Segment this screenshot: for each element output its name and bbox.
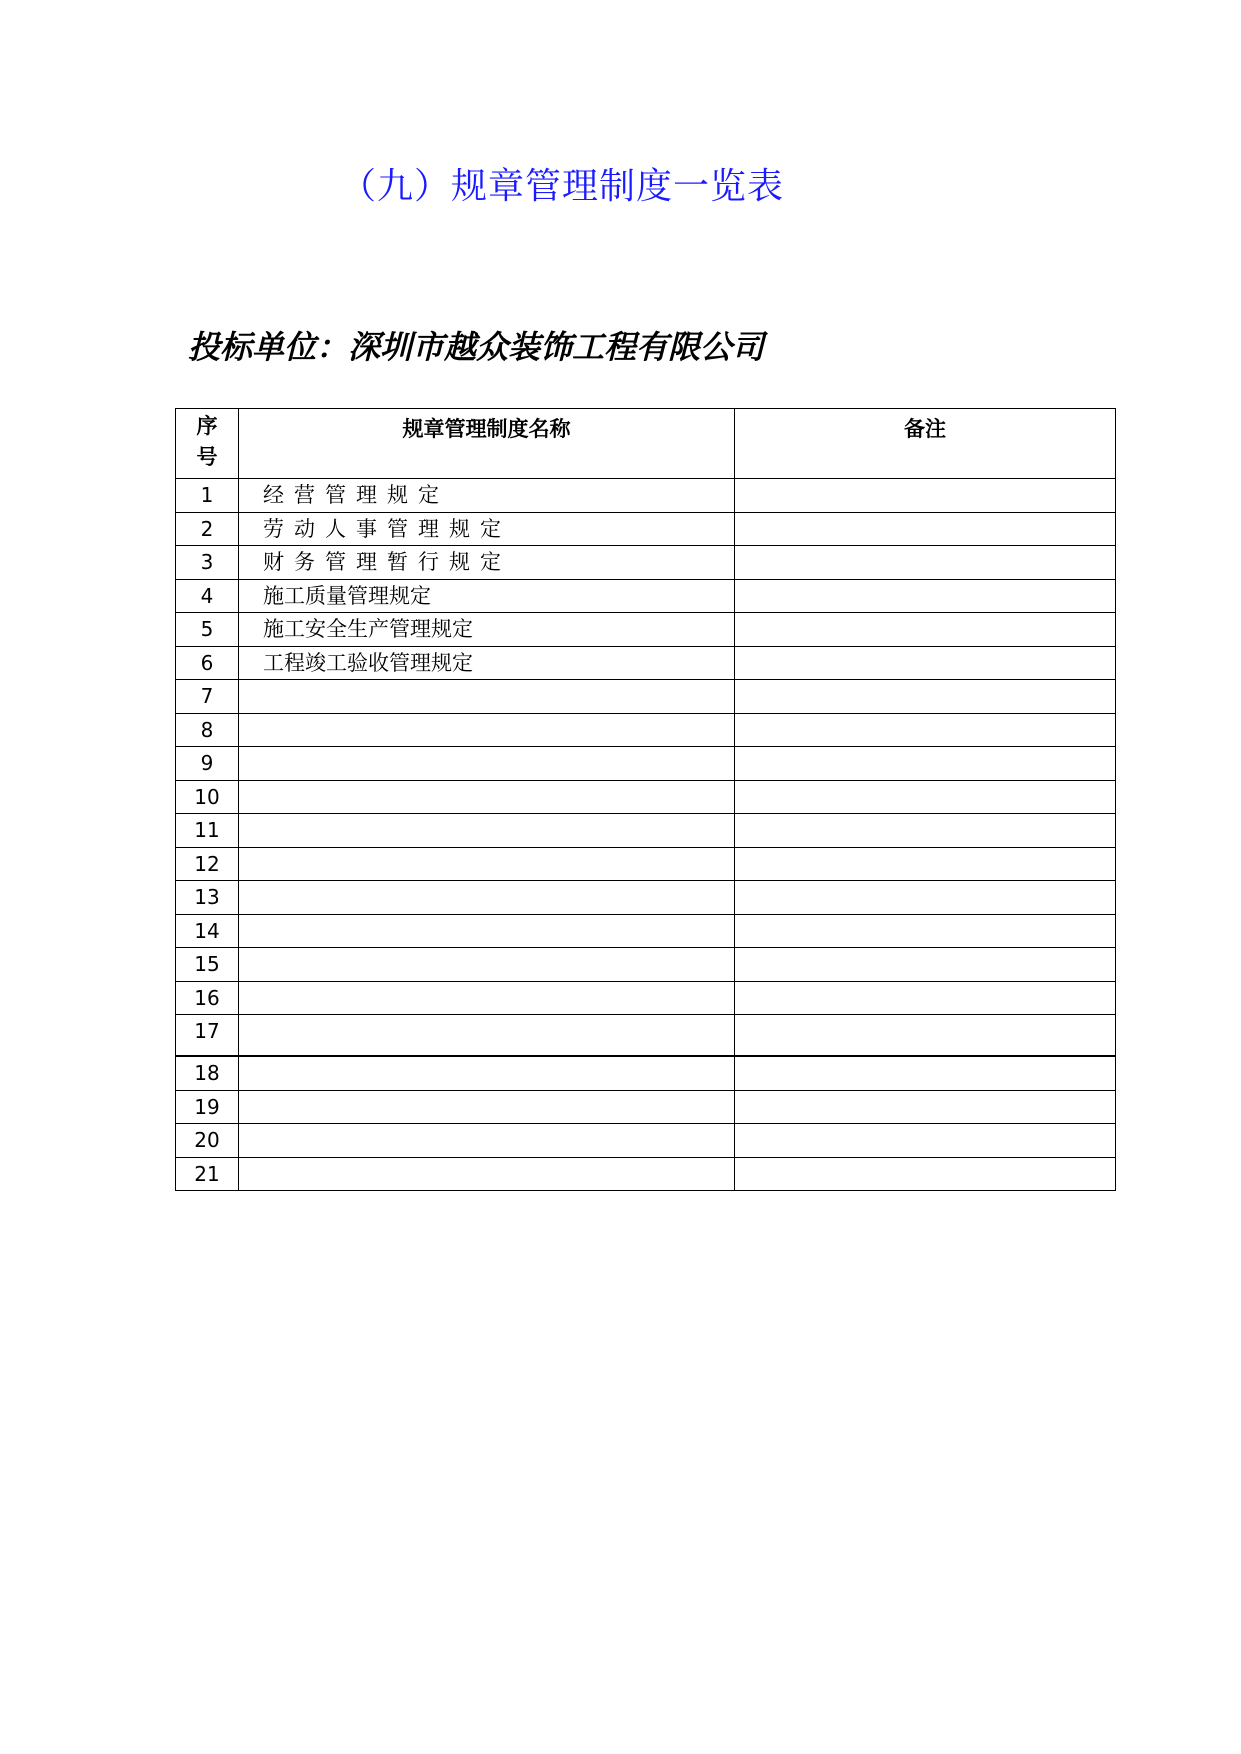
row-regulation-name: 施工质量管理规定 [239, 579, 735, 613]
row-serial-number: 1 [176, 479, 239, 513]
row-serial-number: 7 [176, 680, 239, 714]
header-regulation-name: 规章管理制度名称 [239, 409, 735, 479]
table-row [176, 512, 1116, 546]
row-remarks [735, 479, 1116, 513]
row-serial-number: 4 [176, 579, 239, 613]
row-regulation-name [239, 981, 735, 1015]
row-regulation-name [239, 1015, 735, 1057]
row-regulation-name [239, 780, 735, 814]
table-header-row [176, 409, 1116, 479]
row-serial-number: 16 [176, 981, 239, 1015]
table-row [176, 1015, 1116, 1057]
table-row [176, 948, 1116, 982]
row-remarks [735, 914, 1116, 948]
header-serial-number [176, 409, 239, 479]
table-row [176, 613, 1116, 647]
row-serial-number: 21 [176, 1157, 239, 1191]
row-serial-number: 18 [176, 1056, 239, 1090]
row-serial-number: 15 [176, 948, 239, 982]
row-regulation-name [239, 1124, 735, 1158]
row-remarks [735, 847, 1116, 881]
row-remarks [735, 747, 1116, 781]
row-regulation-name [239, 914, 735, 948]
row-remarks [735, 713, 1116, 747]
row-regulation-name [239, 948, 735, 982]
row-remarks [735, 579, 1116, 613]
header-serial-line2: 号 [196, 445, 218, 469]
row-regulation-name [239, 847, 735, 881]
table-row [176, 479, 1116, 513]
page-title: （九）规章管理制度一览表 [340, 166, 785, 207]
row-remarks [735, 1157, 1116, 1191]
table-row [176, 814, 1116, 848]
row-regulation-name [239, 881, 735, 915]
row-serial-number: 2 [176, 512, 239, 546]
table-row [176, 1124, 1116, 1158]
row-serial-number: 3 [176, 546, 239, 580]
table-row [176, 1157, 1116, 1191]
table-row [176, 646, 1116, 680]
table-row [176, 881, 1116, 915]
row-serial-number: 5 [176, 613, 239, 647]
table-row [176, 1056, 1116, 1090]
table-row [176, 680, 1116, 714]
row-remarks [735, 1015, 1116, 1057]
row-regulation-name: 财务管理暂行规定 [239, 546, 735, 580]
row-remarks [735, 646, 1116, 680]
row-regulation-name: 经营管理规定 [239, 479, 735, 513]
row-remarks [735, 780, 1116, 814]
row-remarks [735, 613, 1116, 647]
row-remarks [735, 512, 1116, 546]
row-remarks [735, 881, 1116, 915]
row-serial-number: 9 [176, 747, 239, 781]
row-regulation-name [239, 1056, 735, 1090]
row-regulation-name [239, 747, 735, 781]
row-serial-number: 10 [176, 780, 239, 814]
row-remarks [735, 680, 1116, 714]
table-body [176, 409, 1116, 1191]
row-serial-number: 13 [176, 881, 239, 915]
header-serial-line1: 序 [196, 414, 218, 438]
table-row [176, 780, 1116, 814]
row-regulation-name [239, 814, 735, 848]
row-serial-number: 17 [176, 1015, 239, 1057]
row-regulation-name [239, 680, 735, 714]
row-regulation-name [239, 1090, 735, 1124]
row-serial-number: 12 [176, 847, 239, 881]
table-row [176, 847, 1116, 881]
row-serial-number: 19 [176, 1090, 239, 1124]
regulations-table [175, 408, 1116, 1191]
table-row [176, 1090, 1116, 1124]
row-serial-number: 11 [176, 814, 239, 848]
header-remarks: 备注 [735, 409, 1116, 479]
row-remarks [735, 1056, 1116, 1090]
row-regulation-name: 施工安全生产管理规定 [239, 613, 735, 647]
row-remarks [735, 948, 1116, 982]
row-regulation-name: 劳动人事管理规定 [239, 512, 735, 546]
row-remarks [735, 1124, 1116, 1158]
row-serial-number: 6 [176, 646, 239, 680]
table-row [176, 546, 1116, 580]
row-remarks [735, 1090, 1116, 1124]
table-row [176, 713, 1116, 747]
table-row [176, 914, 1116, 948]
row-regulation-name [239, 713, 735, 747]
bidder-line: 投标单位：深圳市越众装饰工程有限公司 [188, 328, 765, 366]
row-regulation-name: 工程竣工验收管理规定 [239, 646, 735, 680]
row-serial-number: 14 [176, 914, 239, 948]
row-serial-number: 20 [176, 1124, 239, 1158]
table-row [176, 579, 1116, 613]
row-regulation-name [239, 1157, 735, 1191]
row-remarks [735, 981, 1116, 1015]
table-row [176, 747, 1116, 781]
row-serial-number: 8 [176, 713, 239, 747]
row-remarks [735, 814, 1116, 848]
table-row [176, 981, 1116, 1015]
row-remarks [735, 546, 1116, 580]
